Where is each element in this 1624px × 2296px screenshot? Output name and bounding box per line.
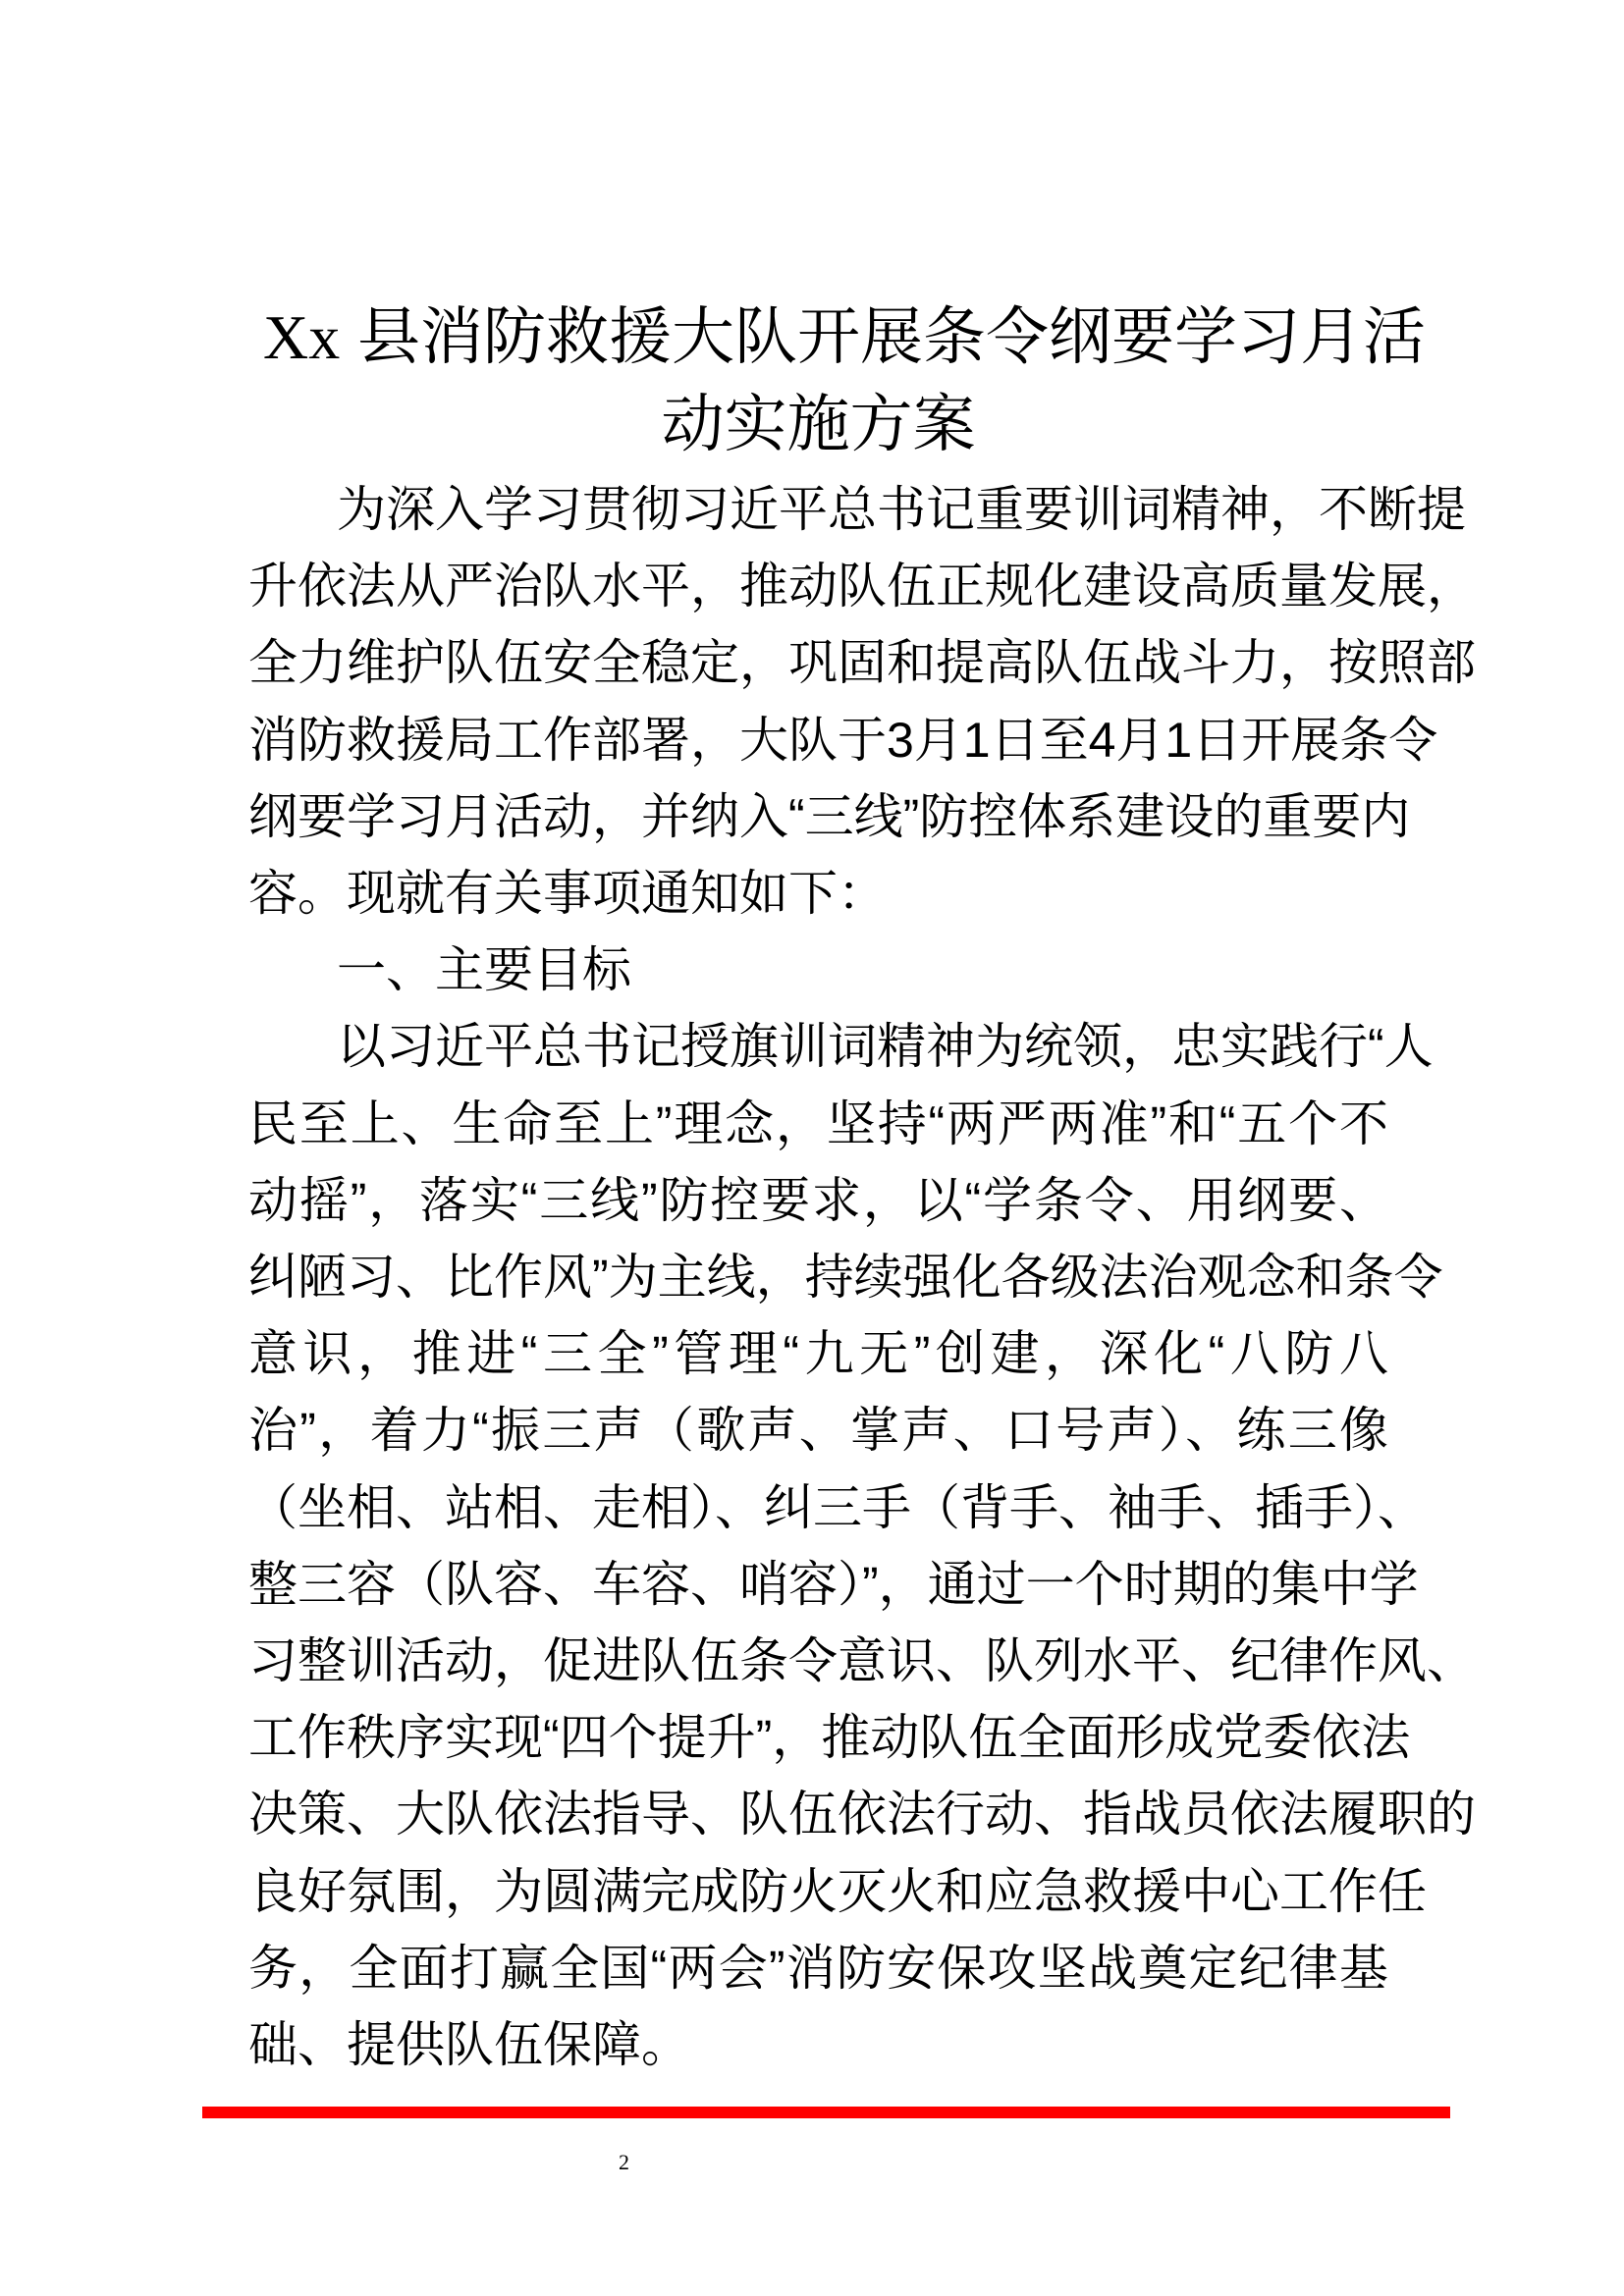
body-text-line: 治”，着力“振三声（歌声、掌声、口号声）、练三像: [248, 1403, 1388, 1459]
document-title-line-1: [263, 293, 1426, 382]
body-text-line: 升依法从严治队水平，推动队伍正规化建设高质量发展，: [248, 559, 1476, 614]
body-text-line: 以习近平总书记授旗训词精神为统领，忠实践行“人: [337, 1019, 1434, 1075]
body-text-line: 意识，推进“三全”管理“九无”创建，深化“八防八: [248, 1326, 1388, 1382]
body-text-line: 民至上、生命至上”理念，坚持“两严两准”和“五个不: [248, 1095, 1388, 1151]
body-text-line: 务，全面打赢全国“两会”消防安保攻坚战奠定纪律基: [248, 1940, 1388, 1996]
document-title-line-2: 动实施方案: [661, 389, 976, 459]
page-number: 2: [619, 2150, 629, 2174]
body-text-line: 纠陋习、比作风”为主线，持续强化各级法治观念和条令: [248, 1250, 1443, 1305]
body-text-line: 消防救援局工作部署，大队于3月1日至4月1日开展条令: [248, 712, 1438, 768]
title-text: 县消防救援大队开展条令纲要学习月活: [357, 301, 1426, 372]
title-prefix: Xx: [263, 302, 341, 372]
body-text-line: 容。现就有关事项通知如下：: [248, 866, 887, 921]
body-text-line: 工作秩序实现“四个提升”，推动队伍全面形成党委依法: [248, 1710, 1411, 1766]
body-text-line: （坐相、站相、走相）、纠三手（背手、袖手、插手）、: [248, 1479, 1427, 1535]
body-text-line: 础、提供队伍保障。: [248, 2017, 690, 2072]
body-text-line: 整三容（队容、车容、哨容）”，通过一个时期的集中学: [248, 1556, 1419, 1612]
body-text-line: 习整训活动，促进队伍条令意识、队列水平、纪律作风、: [248, 1633, 1476, 1688]
body-text-line: 动摇”，落实“三线”防控要求，以“学条令、用纲要、: [248, 1172, 1388, 1228]
body-text-line: 纲要学习月活动，并纳入“三线”防控体系建设的重要内: [248, 788, 1411, 844]
body-text-line: 全力维护队伍安全稳定，巩固和提高队伍战斗力，按照部: [248, 635, 1476, 691]
body-text-line: 良好氛围，为圆满完成防火灭火和应急救援中心工作任: [248, 1863, 1427, 1919]
red-divider-rule: [202, 2107, 1450, 2118]
section-heading: 一、主要目标: [337, 942, 631, 998]
body-text-line: 为深入学习贯彻习近平总书记重要训词精神，不断提: [337, 482, 1466, 537]
body-text-line: 决策、大队依法指导、队伍依法行动、指战员依法履职的: [248, 1787, 1476, 1842]
